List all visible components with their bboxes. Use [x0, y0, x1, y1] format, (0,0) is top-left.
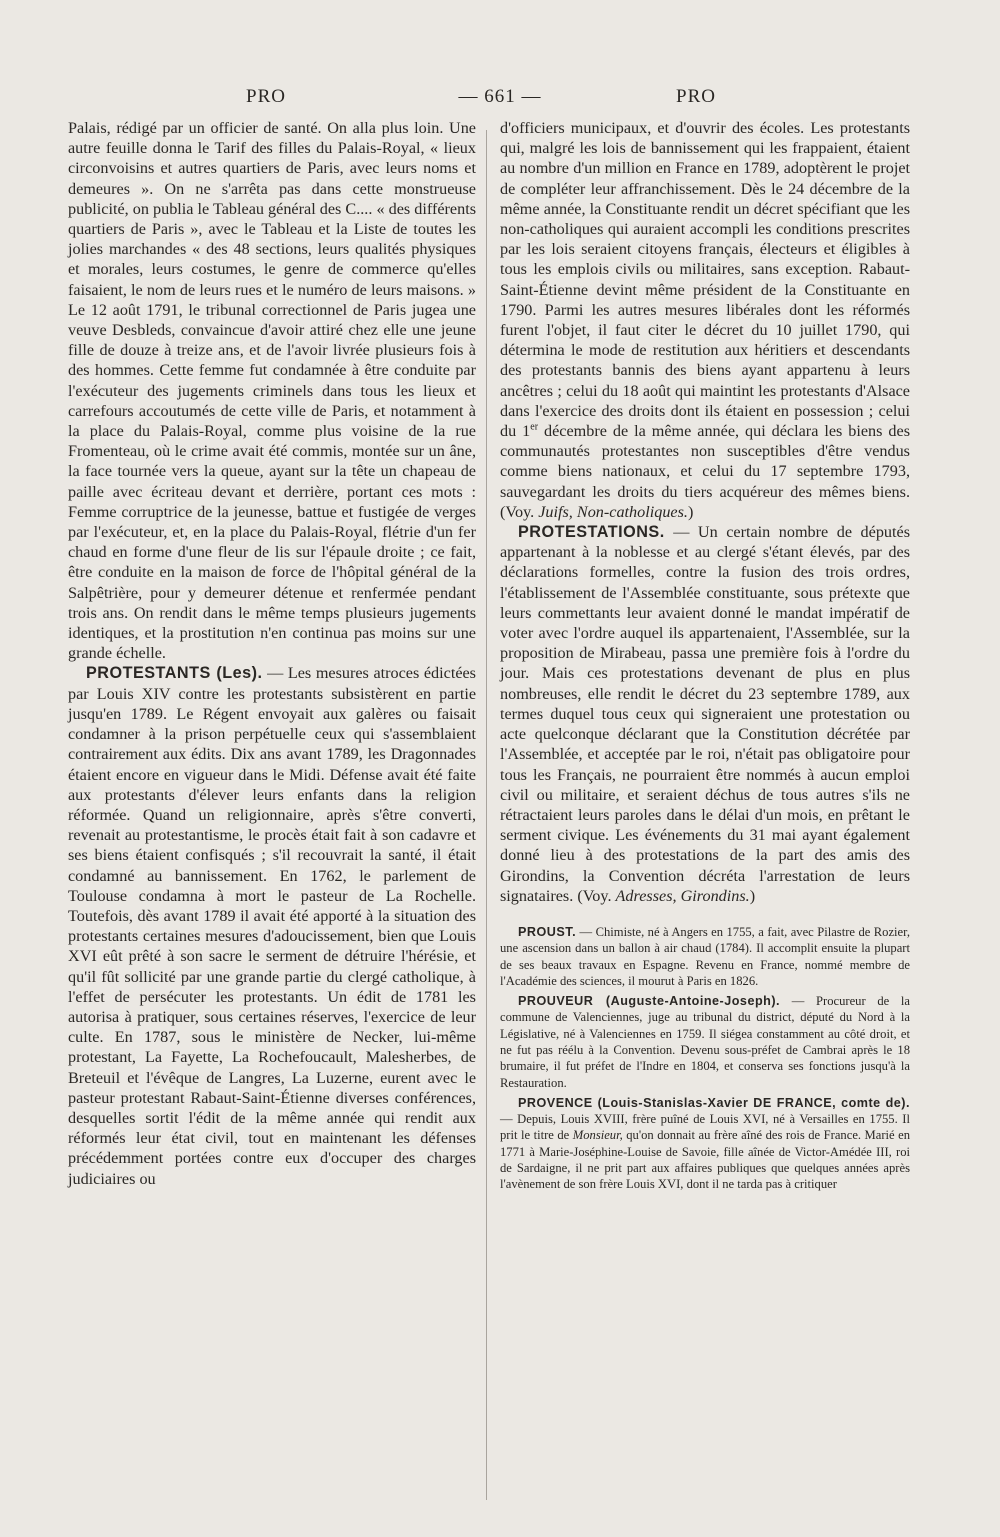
cross-reference: Adresses, Girondins.	[615, 886, 750, 905]
title-monsieur: Monsieur,	[572, 1128, 623, 1143]
small-entries	[500, 924, 910, 1193]
paragraph-palais: Palais, rédigé par un officier de santé. On alla plus loin. Une autre feuille donna le Tarif des filles du Palais-Royal, « lieux circonvoisins et autres quartiers de Paris, avec leurs noms et demeures ». On ne s'arrêta pas dans cette monstrueuse publicité, on publia le Tableau général des C.... « des différents quartiers de Paris », avec le Tableau et la Liste de toutes les jolies marchandes « des 48 sections, leurs qualités physiques et morales, leurs costumes, le genre de commerce qu'elles faisaient, le nom de leurs rues et le numéro de leurs maisons. » Le 12 août 1791, le tribunal correctionnel de Paris jugea une veuve Desbleds, convaincue d'avoir attiré chez elle une jeune fille de douze à treize ans, et de l'avoir livrée plusieurs fois à des hommes. Cette femme fut condamnée à être conduite par l'exécuteur des jugements criminels dans tous les lieux et carrefours accoutumés de cette ville de Paris, et notamment à la place du Palais-Royal, comme plus voisine de la rue Fromenteau, où le crime avait été commis, montée sur un âne, la face tournée vers la queue, ayant sur la tête un chapeau de paille avec écriteau devant et derrière, portant ces mots : Femme corruptrice de la jeunesse, battue et fustigée de verges par l'exécuteur, et, en la place du Palais-Royal, flétrie d'un fer chaud en forme d'une fleur de lis sur l'épaule droite ; ce fait, être conduite en la maison de force de l'hôpital général de la Salpêtrière, pour y demeurer détenue et renfermée pendant trois ans. On rendit dans le même temps plusieurs jugements identiques, et la prostitution n'en continua pas moins sur une grande échelle.	[68, 119, 476, 663]
ordinal-superscript: er	[530, 421, 539, 433]
running-header	[0, 86, 1000, 116]
entry-proust	[500, 924, 910, 989]
closing-paren: )	[749, 886, 756, 905]
page-number: — 661 —	[458, 86, 542, 107]
entry-heading-protestants: PROTESTANTS (Les).	[86, 664, 263, 683]
header-right-word: PRO	[676, 86, 716, 107]
entry-protestants	[68, 663, 476, 1188]
closing-paren: )	[687, 502, 694, 521]
entry-text-protestants: — Les mesures atroces édictées par Louis XIV contre les protestants subsistèrent en partie jusqu'en 1789. Le Régent envoyait aux galères ou faisait condamner à la prison perpétuelle ceux qui s'assemblaient contrairement aux édits. Dix ans avant 1789, les Dragonnades étaient encore en vigueur dans le Midi. Défense avait été faite aux protestants d'élever leurs enfants dans la religion réformée. Quand un religionnaire, après s'être converti, revenait au protestantisme, le procès était fait à son cadavre et ses biens étaient confisqués ; s'il recouvrait la santé, il était condamné au bannissement. En 1762, le parlement de Toulouse condamna à mort le pasteur de La Rochelle. Toutefois, dès avant 1789 il avait été apporté à la situation des protestants certaines mesures d'adoucissement, bien que Louis XVI eût prêté à son sacre le serment de détruire l'hérésie, et qu'il fût sollicité par une grande partie du clergé catholique, à l'effet de persécuter les protestants. Un édit de 1781 les autorisa à pratiquer, sous certaines réserves, l'exercice de leur culte. En 1787, sous le ministère de Necker, lui-même protestant, La Fayette, La Rochefoucault, Malesherbes, de Breteuil et l'évêque de Langres, La Luzerne, eurent avec le pasteur protestant Rabaut-Saint-Étienne diverses conférences, desquelles sortit l'édit de la même année qui rendit aux réformés leur état civil, tout en maintenant les défenses précédemment portées contre eux d'occuper des charges judiciaires ou	[68, 664, 476, 1188]
entry-text-provence: — Depuis, Louis XVIII, frère puîné de Louis XVI, né à Versailles en 1755. Il prit le titre de	[500, 1112, 910, 1143]
entry-heading-prouveur: PROUVEUR (Auguste-Antoine-Joseph).	[518, 994, 781, 1009]
right-column	[500, 118, 910, 1197]
entry-protestations	[500, 522, 910, 906]
entry-prouveur	[500, 993, 910, 1091]
entry-text-provence-continued: qu'on donnait au frère aîné des rois de France. Marié en 1771 à Marie-Joséphine-Louise de Savoie, fille aînée de Victor-Amédée III, roi de Sardaigne, il ne prit part aux affaires publiques que quelques années après l'avènement de son frère Louis XVI, dont il ne tarda pas à critiquer	[500, 1128, 911, 1192]
header-left-word: PRO	[246, 86, 286, 107]
entry-heading-provence: PROVENCE (Louis-Stanislas-Xavier DE FRANCE, comte de).	[518, 1095, 910, 1110]
paragraph-officiers	[500, 118, 910, 522]
entry-text-protestations: — Un certain nombre de députés appartenant à la noblesse et au clergé s'étant élevés, par des déclarations formelles, contre la fusion des trois ordres, l'établissement de l'Assemblée constituante, sous prétexte que leurs commettants leur avaient donné le mandat impératif de voter avec l'ordre auquel ils appartenaient, l'Assemblée, sur la proposition de Mirabeau, passa une première fois à l'ordre du jour. Mais ces protestations devenant de plus en plus nombreuses, elle rendit le décret du 23 septembre 1789, aux termes duquel tous ceux qui signeraient une protestation ou acte quelconque déclarant que la Constitution décrétée par l'Assemblée, et acceptée par le roi, n'était pas obligatoire pour tous les Français, ne pourraient être nommés à aucun emploi civil ou militaire, et seraient déchus de tous autres s'ils ne rétractaient leurs paroles dans le délai d'un mois, en prêtant le serment civique. Les événements du 31 mai ayant également donné lieu à des protestations de la part des amis des Girondins, la Convention décréta l'arrestation de leurs signataires. (Voy.	[500, 523, 910, 905]
paragraph-officiers-text: d'officiers municipaux, et d'ouvrir des écoles. Les protestants qui, malgré les lois de bannissement qui les frappaient, étaient au nombre d'un million en France en 1789, adoptèrent le projet de compléter leur affranchissement. Dès le 24 décembre de la même année, la Constituante rendit un décret spécifiant que les non-catholiques qui auraient accompli les conditions prescrites par les lois seraient citoyens français, électeurs et éligibles à tous les emplois civils ou militaires, sans exception. Rabaut-Saint-Étienne devint même président de la Constituante en 1790. Parmi les autres mesures libérales dont les réformés furent l'objet, il faut citer le décret du 10 juillet 1790, qui détermina le mode de restitution aux héritiers et descendants des protestants bannis des biens ayant appartenu à leurs ancêtres ; celui du 18 août qui maintint les protestants d'Alsace dans l'exercice des droits dont ils étaient en possession ; celui du 1	[500, 119, 910, 441]
entry-text-proust: — Chimiste, né à Angers en 1755, a fait, avec Pilastre de Rozier, une ascension dans un ballon à air chaud (1784). Il accomplit ensuite la plupart de ses beaux travaux en Espagne. Revenu en France, nommé membre de l'Académie des sciences, il mourut à Paris en 1826.	[500, 924, 910, 988]
entry-text-prouveur: — Procureur de la commune de Valenciennes, juge au tribunal du district, député du Nord à la Législative, né à Valenciennes en 1759. Il siégea constamment au côté droit, et ne fut pas réélu à la Convention. Devenu sous-préfet de Cambrai après le 18 brumaire, il fut préfet de l'Indre en 1804, et conserva ses fonctions jusqu'à la Restauration.	[500, 994, 910, 1090]
column-divider	[486, 130, 487, 1500]
cross-reference: Juifs, Non-catholiques.	[538, 502, 688, 521]
left-column	[68, 118, 476, 1189]
entry-heading-proust: PROUST.	[518, 924, 577, 939]
paragraph-officiers-text-continued: décembre de la même année, qui déclara les biens des communautés protestantes non susceptibles d'être vendus comme biens nationaux, et celui du 17 septembre 1793, sauvegardant les droits du tiers acquéreur des mêmes biens. (Voy.	[500, 422, 910, 521]
entry-provence	[500, 1095, 910, 1193]
entry-heading-protestations: PROTESTATIONS.	[518, 523, 665, 542]
